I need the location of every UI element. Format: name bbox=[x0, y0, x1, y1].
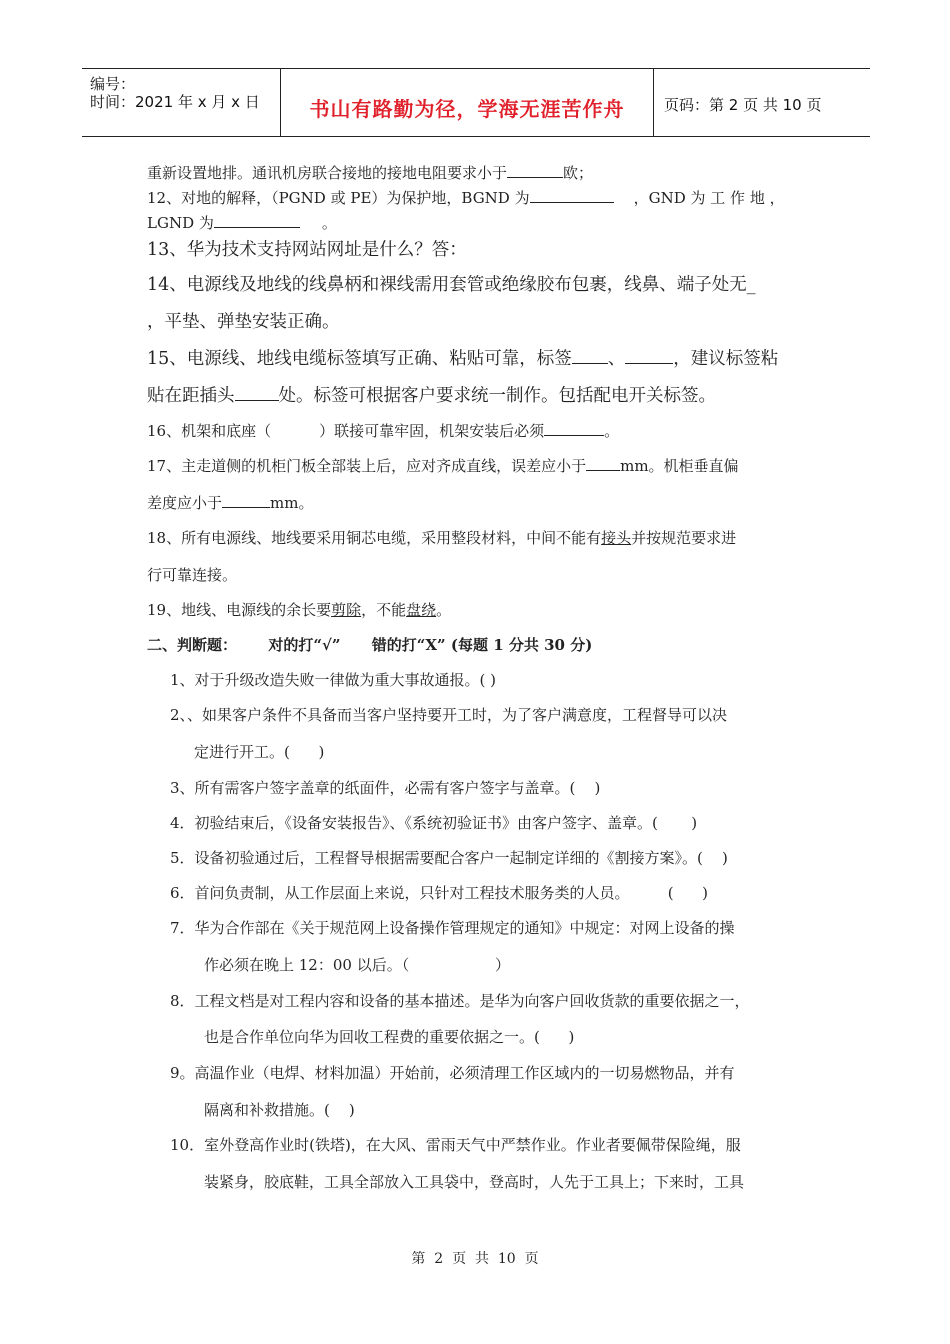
text-segment: ，建议标签粘 bbox=[673, 349, 779, 369]
judgement-4: 4．初验结束后，《设备安装报告》、《系统初验证书》由客户签字、盖章。( ) bbox=[170, 814, 698, 832]
judgement-7-line2: 作必须在晚上 12：00 以后。（ ） bbox=[204, 956, 511, 974]
judgement-9-line1: 9。高温作业（电焊、材料加温）开始前，必须清理工作区域内的一切易燃物品，并有 bbox=[170, 1064, 735, 1082]
judgement-7-line1: 7．华为合作部在《关于规范网上设备操作管理规定的通知》中规定：对网上设备的操 bbox=[170, 919, 735, 937]
blank bbox=[572, 349, 608, 364]
header-motto-cell bbox=[281, 69, 654, 136]
question-13: 13、华为技术支持网站网址是什么？答： bbox=[147, 240, 467, 260]
text-segment: 处。标签可根据客户要求统一制作。包括配电开关标签。 bbox=[278, 386, 716, 406]
question-15-line1 bbox=[147, 345, 778, 370]
judgement-2-line2: 定进行开工。( ) bbox=[194, 743, 325, 761]
section-2-heading: 二、判断题： 对的打“√” 错的打“X” (每题 1 分共 30 分) bbox=[147, 636, 593, 654]
page-header bbox=[82, 68, 870, 137]
text-segment: mm。 bbox=[270, 494, 314, 512]
text-segment: 19、地线、电源线的余长要 bbox=[147, 601, 332, 619]
blank bbox=[222, 493, 270, 508]
header-page-cell bbox=[654, 69, 870, 136]
text-line bbox=[147, 187, 785, 208]
judgement-6: 6．首问负责制，从工作层面上来说，只针对工程技术服务类的人员。 ( ) bbox=[170, 884, 709, 902]
blank bbox=[625, 349, 673, 364]
question-16 bbox=[147, 420, 619, 441]
text-segment: 重新设置地排。通讯机房联合接地的接地电阻要求小于 bbox=[147, 164, 508, 182]
judgement-5: 5．设备初验通过后，工程督导根据需要配合客户一起制定详细的《割接方案》。( ) bbox=[170, 849, 728, 867]
text-segment: ）联接可靠牢固，机架安装后必须 bbox=[319, 422, 545, 440]
text-segment: 欧； bbox=[563, 164, 594, 182]
text-segment: 并按规范要求进 bbox=[631, 529, 737, 547]
question-14-line2: ，平垫、弹垫安装正确。 bbox=[147, 312, 340, 332]
text-segment: 。 bbox=[321, 214, 337, 232]
question-17-line2 bbox=[147, 492, 313, 513]
blank bbox=[235, 386, 279, 401]
text-segment: LGND 为 bbox=[147, 214, 214, 232]
underlined-text: 接头 bbox=[601, 529, 632, 547]
judgement-8-line1: 8．工程文档是对工程内容和设备的基本描述。是华为向客户回收货款的重要依据之一， bbox=[170, 992, 750, 1010]
header-meta bbox=[82, 69, 281, 136]
time-label: 时间：2021 年 x 月 x 日 bbox=[90, 93, 260, 111]
blank bbox=[530, 188, 614, 203]
question-19 bbox=[147, 599, 451, 620]
text-segment: ，不能 bbox=[361, 601, 407, 619]
text-segment: 12、对地的解释，（PGND 或 PE）为保护地，BGND 为 bbox=[147, 189, 530, 207]
text-segment: ，GND 为 工 作 地 ， bbox=[633, 189, 785, 207]
text-segment: 。 bbox=[604, 422, 620, 440]
text-line bbox=[147, 212, 337, 233]
judgement-9-line2: 隔离和补救措施。( ) bbox=[204, 1101, 355, 1119]
number-label: 编号： bbox=[90, 75, 136, 93]
text-segment: 贴在距插头 bbox=[147, 386, 235, 406]
underlined-text: 剪除 bbox=[331, 601, 362, 619]
text-segment: 17、主走道侧的机柜门板全部装上后，应对齐成直线，误差应小于 bbox=[147, 457, 587, 475]
underlined-text: 盘绕 bbox=[406, 601, 437, 619]
blank bbox=[544, 421, 604, 436]
question-14-line1: 14、电源线及地线的线鼻柄和裸线需用套管或绝缘胶布包裹，线鼻、端子处无_ bbox=[147, 275, 756, 295]
text-segment: 、 bbox=[607, 349, 626, 369]
page-info: 页码：第 2 页 共 10 页 bbox=[664, 96, 822, 114]
judgement-10-line1: 10．室外登高作业时(铁塔)，在大风、雷雨天气中严禁作业。作业者要佩带保险绳，服 bbox=[170, 1136, 741, 1154]
judgement-10-line2: 装紧身，胶底鞋，工具全部放入工具袋中，登高时，人先于工具上；下来时，工具 bbox=[204, 1173, 745, 1191]
blank bbox=[214, 213, 300, 228]
text-segment: 18、所有电源线、地线要采用铜芯电缆，采用整段材料，中间不能有 bbox=[147, 529, 602, 547]
judgement-2-line1: 2、、如果客户条件不具备而当客户坚持要开工时，为了客户满意度，工程督导可以决 bbox=[170, 706, 728, 724]
judgement-1: 1、对于升级改造失败一律做为重大事故通报。( ) bbox=[170, 671, 497, 689]
judgement-3: 3、所有需客户签字盖章的纸面件，必需有客户签字与盖章。( ) bbox=[170, 779, 601, 797]
text-segment: 16、机架和底座（ bbox=[147, 422, 272, 440]
blank bbox=[586, 456, 620, 471]
text-segment: mm。机柜垂直偏 bbox=[620, 457, 739, 475]
judgement-8-line2: 也是合作单位向华为回收工程费的重要依据之一。( ) bbox=[204, 1028, 575, 1046]
text-segment: 15、电源线、地线电缆标签填写正确、粘贴可靠，标签 bbox=[147, 349, 572, 369]
blank bbox=[507, 163, 563, 178]
text-segment: 。 bbox=[436, 601, 452, 619]
question-17-line1 bbox=[147, 455, 739, 476]
text-line bbox=[147, 162, 593, 183]
text-segment: 差度应小于 bbox=[147, 494, 223, 512]
question-18-line1 bbox=[147, 527, 736, 548]
motto: 书山有路勤为径，学海无涯苦作舟 bbox=[309, 97, 625, 121]
question-18-line2: 行可靠连接。 bbox=[147, 566, 238, 584]
page-footer: 第 2 页 共 10 页 bbox=[411, 1251, 539, 1267]
question-15-line2 bbox=[147, 382, 716, 407]
